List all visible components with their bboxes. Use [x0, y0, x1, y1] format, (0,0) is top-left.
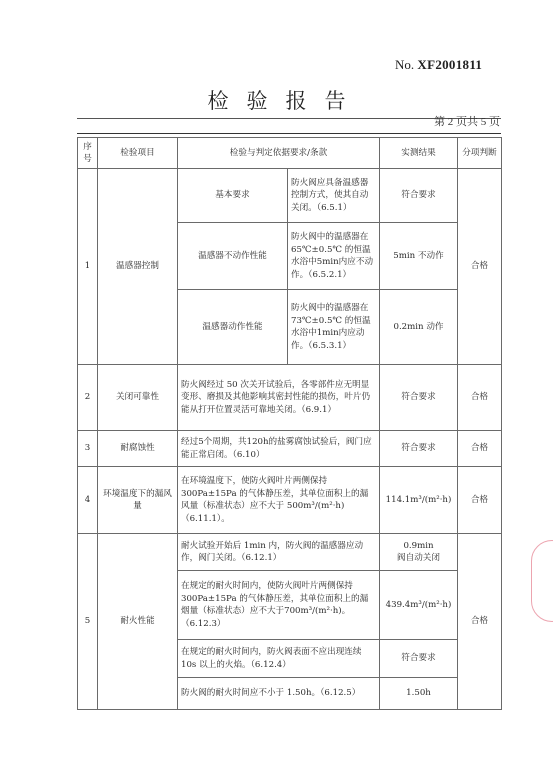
result-value: 114.1m³/(m²·h) [380, 467, 458, 534]
inspection-table [77, 137, 502, 710]
report-number-label: No. [395, 57, 415, 72]
result-line: 阀自动关闭 [397, 553, 440, 563]
col-header-no: 序号 [78, 138, 98, 169]
row-verdict: 合格 [458, 467, 502, 534]
page-divider [77, 133, 501, 134]
result-value [380, 534, 458, 571]
table-row [78, 431, 502, 467]
table-row [78, 169, 502, 223]
requirement-text: 防火阀中的温感器在 73℃±0.5℃ 的恒温水浴中1min内应动作。（6.5.3.1） [288, 290, 380, 365]
row-number: 2 [78, 365, 98, 431]
row-verdict: 合格 [458, 365, 502, 431]
row-verdict: 合格 [458, 169, 502, 365]
sub-item-name: 温感器动作性能 [178, 290, 288, 365]
row-number: 3 [78, 431, 98, 467]
seal-stamp-edge [531, 540, 553, 622]
report-title: 检验报告 [207, 89, 364, 113]
row-item: 温感器控制 [98, 169, 178, 365]
row-verdict: 合格 [458, 431, 502, 467]
requirement-text: 在规定的耐火时间内，防火阀表面不应出现连续 10s 以上的火焰。（6.12.4） [178, 640, 380, 678]
result-value: 符合要求 [380, 640, 458, 678]
requirement-text: 防火阀的耐火时间应不小于 1.50h。（6.12.5） [178, 678, 380, 710]
table-header-row [78, 138, 502, 169]
result-value: 5min 不动作 [380, 223, 458, 290]
col-header-requirement: 检验与判定依据要求/条款 [178, 138, 380, 169]
result-value: 符合要求 [380, 365, 458, 431]
row-number: 1 [78, 169, 98, 365]
row-number: 5 [78, 534, 98, 710]
result-value: 符合要求 [380, 431, 458, 467]
col-header-item: 检验项目 [98, 138, 178, 169]
requirement-text: 在环境温度下，使防火阀叶片两侧保持300Pa±15Pa 的气体静压差，其单位面积上的漏风量（标准状态）应不大于 500m³/(m²·h)（6.11.1）。 [178, 467, 380, 534]
report-number-value: XF2001811 [417, 57, 483, 72]
requirement-text: 防火阀中的温感器在 65℃±0.5℃ 的恒温水浴中5min内应不动作。（6.5.2.1） [288, 223, 380, 290]
table-row [78, 534, 502, 571]
result-line: 0.9min [403, 540, 434, 551]
row-item: 耐腐蚀性 [98, 431, 178, 467]
requirement-text: 防火阀应具备温感器控制方式，使其自动关闭。（6.5.1） [288, 169, 380, 223]
row-number: 4 [78, 467, 98, 534]
result-value: 1.50h [380, 678, 458, 710]
table-row [78, 365, 502, 431]
report-number [395, 57, 482, 73]
row-item: 环境温度下的漏风量 [98, 467, 178, 534]
col-header-result: 实测结果 [380, 138, 458, 169]
requirement-text: 在规定的耐火时间内，使防火阀叶片两侧保持 300Pa±15Pa 的气体静压差，其单位面积上的漏烟量（标准状态）应不大于700m³/(m²·h)。（6.12.3） [178, 571, 380, 640]
row-item: 耐火性能 [98, 534, 178, 710]
requirement-text: 耐火试验开始后 1min 内，防火阀的温感器应动作，阀门关闭。（6.12.1） [178, 534, 380, 571]
table-row [78, 467, 502, 534]
result-value: 439.4m³/(m²·h) [380, 571, 458, 640]
col-header-verdict: 分项判断 [458, 138, 502, 169]
sub-item-name: 基本要求 [178, 169, 288, 223]
result-value: 0.2min 动作 [380, 290, 458, 365]
requirement-text: 防火阀经过 50 次关开试验后，各零部件应无明显变形、磨损及其他影响其密封性能的损伤，叶片仍能从打开位置灵活可靠地关闭。（6.9.1） [178, 365, 380, 431]
sub-item-name: 温感器不动作性能 [178, 223, 288, 290]
result-value: 符合要求 [380, 169, 458, 223]
requirement-text: 经过5个周期，共120h的盐雾腐蚀试验后，阀门应能正常启闭。（6.10） [178, 431, 380, 467]
page-info: 第 2 页共 5 页 [434, 116, 500, 128]
row-item: 关闭可靠性 [98, 365, 178, 431]
row-verdict: 合格 [458, 534, 502, 710]
